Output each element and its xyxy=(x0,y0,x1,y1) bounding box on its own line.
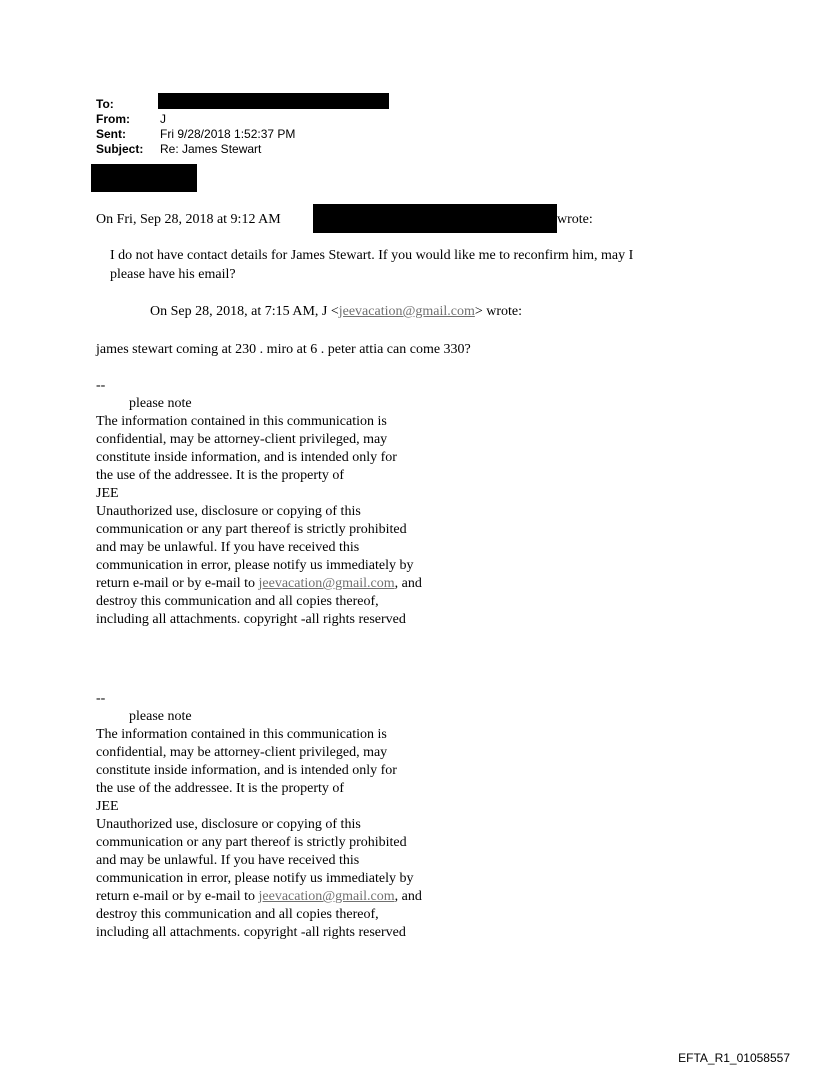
from-value: J xyxy=(160,112,166,126)
disclaimer-1-return-line xyxy=(96,575,422,593)
return-suffix: , and xyxy=(394,576,422,591)
disclaimer-1-line: The information contained in this communication is xyxy=(96,414,387,429)
disclaimer-1-title: please note xyxy=(129,396,192,411)
disclaimer-1-line: Unauthorized use, disclosure or copying of this xyxy=(96,504,361,519)
quoted-message: james stewart coming at 230 . miro at 6 . peter attia can come 330? xyxy=(96,342,471,357)
subject-label: Subject: xyxy=(96,142,144,156)
subject-value: Re: James Stewart xyxy=(160,142,262,156)
disclaimer-2-dashes: -- xyxy=(96,691,106,706)
sent-label: Sent: xyxy=(96,127,126,141)
disclaimer-1-line: the use of the addressee. It is the property of xyxy=(96,468,345,483)
reply-body-line-2: please have his email? xyxy=(110,267,236,282)
disclaimer-1-line: confidential, may be attorney-client privileged, may xyxy=(96,432,388,447)
disclaimer-2-title: please note xyxy=(129,709,192,724)
to-row xyxy=(96,97,160,111)
return-prefix: return e-mail or by e-mail to xyxy=(96,889,259,904)
signature-redaction xyxy=(91,164,197,192)
to-redaction xyxy=(158,93,389,109)
sender-redaction xyxy=(313,204,557,233)
reply-intro-prefix: On Fri, Sep 28, 2018 at 9:12 AM xyxy=(96,212,281,227)
disclaimer-1-line: constitute inside information, and is intended only for xyxy=(96,450,397,465)
reply-body-line-1: I do not have contact details for James Stewart. If you would like me to reconfirm him, may I xyxy=(110,248,634,263)
disclaimer-1-line: JEE xyxy=(96,486,119,501)
disclaimer-email-link[interactable]: jeevacation@gmail.com xyxy=(258,576,395,591)
sent-row xyxy=(96,127,295,141)
disclaimer-email-link[interactable]: jeevacation@gmail.com xyxy=(258,889,395,904)
disclaimer-2-line: confidential, may be attorney-client privileged, may xyxy=(96,745,388,760)
disclaimer-2-return-line xyxy=(96,888,422,906)
disclaimer-2-line: The information contained in this communication is xyxy=(96,727,387,742)
disclaimer-2 xyxy=(96,708,422,942)
disclaimer-1-line: including all attachments. copyright -all rights reserved xyxy=(96,612,406,627)
quoted-email-link[interactable]: jeevacation@gmail.com xyxy=(338,304,475,319)
return-prefix: return e-mail or by e-mail to xyxy=(96,576,259,591)
disclaimer-1-line: and may be unlawful. If you have received this xyxy=(96,540,360,555)
quoted-intro-prefix: On Sep 28, 2018, at 7:15 AM, J < xyxy=(150,304,339,319)
subject-row xyxy=(96,142,261,156)
reply-intro xyxy=(96,211,281,229)
quoted-intro-suffix: > wrote: xyxy=(474,304,523,319)
disclaimer-2-line: communication or any part thereof is strictly prohibited xyxy=(96,835,407,850)
disclaimer-1-line: communication or any part thereof is strictly prohibited xyxy=(96,522,407,537)
disclaimer-2-line: constitute inside information, and is intended only for xyxy=(96,763,397,778)
from-row xyxy=(96,112,166,126)
disclaimer-2-line: and may be unlawful. If you have received this xyxy=(96,853,360,868)
disclaimer-2-line: Unauthorized use, disclosure or copying of this xyxy=(96,817,361,832)
disclaimer-2-line: destroy this communication and all copies thereof, xyxy=(96,907,379,922)
disclaimer-1-line: destroy this communication and all copies thereof, xyxy=(96,594,379,609)
return-suffix: , and xyxy=(394,889,422,904)
disclaimer-1-line: communication in error, please notify us immediately by xyxy=(96,558,414,573)
disclaimer-2-line: including all attachments. copyright -all rights reserved xyxy=(96,925,406,940)
disclaimer-2-line: communication in error, please notify us immediately by xyxy=(96,871,414,886)
reply-intro-suffix: wrote: xyxy=(557,212,593,227)
document-id: EFTA_R1_01058557 xyxy=(678,1051,790,1065)
quoted-intro xyxy=(150,303,522,321)
disclaimer-1-dashes: -- xyxy=(96,378,106,393)
to-label: To: xyxy=(96,97,114,111)
sent-value: Fri 9/28/2018 1:52:37 PM xyxy=(160,127,296,141)
disclaimer-1 xyxy=(96,395,422,629)
disclaimer-2-line: the use of the addressee. It is the property of xyxy=(96,781,345,796)
disclaimer-2-line: JEE xyxy=(96,799,119,814)
from-label: From: xyxy=(96,112,130,126)
